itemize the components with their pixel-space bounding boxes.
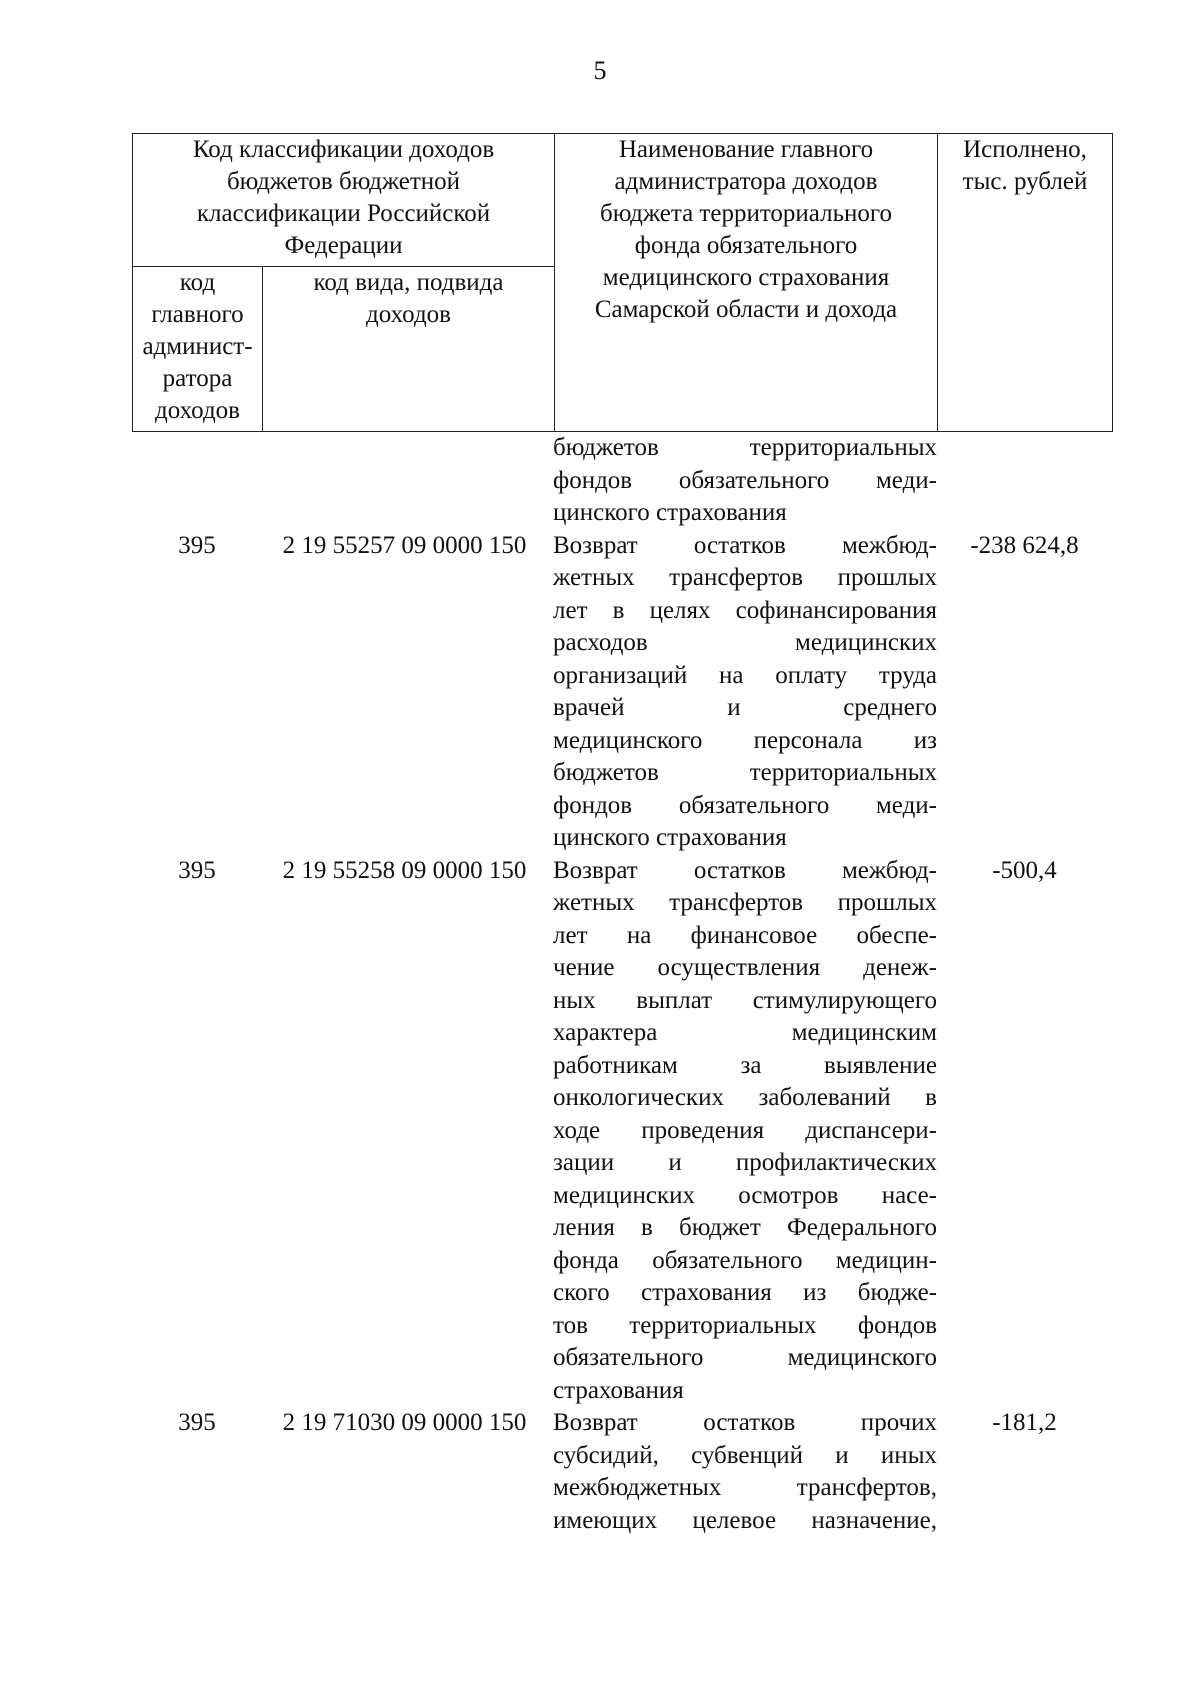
name-line: цинского страхования — [553, 824, 787, 851]
name-line: бюджетов территориальных — [553, 434, 937, 461]
header-admin-code-line: код — [179, 269, 216, 296]
income-name-cell — [547, 855, 937, 1408]
name-line: межбюджетных трансфертов, — [553, 1474, 937, 1501]
name-line: медицинских осмотров насе- — [553, 1181, 937, 1209]
header-type-code-line: код вида, подвида — [313, 269, 504, 296]
name-line: фондов обязательного меди- — [553, 791, 937, 819]
type-code-cell: 2 19 71030 09 0000 150 — [282, 1409, 527, 1436]
header-group-line: классификации Российской — [196, 200, 491, 227]
name-line: чение осуществления денеж- — [553, 954, 937, 981]
header-admin-code-line: ратора — [162, 365, 233, 392]
name-line: работникам за выявление — [553, 1051, 937, 1079]
admin-code-cell — [132, 432, 262, 530]
table-row — [132, 432, 1112, 530]
type-code-cell: 2 19 55257 09 0000 150 — [282, 531, 527, 559]
name-line: ходе проведения диспансери- — [553, 1116, 937, 1144]
name-line: Возврат остатков межбюд- — [553, 531, 937, 559]
amount-cell: -181,2 — [992, 1409, 1057, 1436]
amount-cell — [937, 432, 1112, 530]
name-line: медицинского персонала из — [553, 726, 937, 754]
header-admin-code-line: доходов — [155, 397, 240, 424]
header-type-code-line: доходов — [366, 301, 451, 328]
header-type-code — [263, 267, 555, 432]
name-line: имеющих целевое назначение, — [553, 1506, 937, 1534]
table-row — [132, 855, 1112, 1408]
amount-cell: -500,4 — [992, 856, 1057, 884]
name-line: Возврат остатков межбюд- — [553, 856, 937, 884]
name-line: онкологических заболеваний в — [553, 1084, 937, 1111]
name-line: бюджетов территориальных — [553, 759, 937, 786]
name-line: расходов медицинских — [553, 629, 937, 656]
income-name-cell — [547, 1407, 937, 1537]
page-number: 5 — [593, 56, 607, 85]
header-name-line: бюджета территориального — [599, 200, 893, 227]
name-line: лет на финансовое обеспе- — [553, 921, 937, 949]
header-group-line: бюджетов бюджетной — [226, 168, 461, 195]
header-group-line: Федерации — [284, 232, 403, 259]
name-line: ления в бюджет Федерального — [553, 1214, 937, 1241]
name-line: врачей и среднего — [553, 694, 937, 721]
name-line: страхования — [553, 1376, 684, 1404]
header-name-line: Самарской области и дохода — [594, 296, 898, 323]
name-line: зации и профилактических — [553, 1149, 937, 1176]
income-name-cell — [547, 530, 937, 855]
type-code-cell: 2 19 55258 09 0000 150 — [282, 856, 527, 884]
name-line: субсидий, субвенций и иных — [553, 1441, 937, 1469]
name-line: фонда обязательного медицин- — [553, 1246, 937, 1274]
name-line: цинского страхования — [553, 499, 787, 526]
header-administrator-name — [555, 134, 938, 432]
table-row — [132, 530, 1112, 855]
header-name-line: администратора доходов — [614, 168, 878, 195]
header-executed — [938, 134, 1113, 432]
name-line: жетных трансфертов прошлых — [553, 889, 937, 916]
name-line: жетных трансфертов прошлых — [553, 564, 937, 591]
table-row — [132, 1407, 1112, 1537]
name-line: организаций на оплату труда — [553, 661, 937, 689]
admin-code-cell: 395 — [178, 531, 216, 559]
name-line: Возврат остатков прочих — [553, 1409, 937, 1436]
header-name-line: фонда обязательного — [634, 232, 858, 259]
table-body — [132, 432, 1112, 1537]
header-group-line: Код классификации доходов — [192, 136, 495, 163]
header-classification-code-group — [133, 134, 555, 267]
admin-code-cell: 395 — [178, 1409, 216, 1436]
name-line: тов территориальных фондов — [553, 1311, 937, 1339]
amount-cell: -238 624,8 — [970, 531, 1079, 559]
header-admin-code-line: главного — [151, 301, 244, 328]
name-line: характера медицинским — [553, 1019, 937, 1046]
admin-code-cell: 395 — [178, 856, 216, 884]
name-line: лет в целях софинансирования — [553, 596, 937, 624]
header-admin-code-line: админист- — [142, 333, 253, 360]
type-code-cell — [262, 432, 547, 530]
header-executed-line: Исполнено, — [963, 136, 1087, 163]
name-line: ского страхования из бюдже- — [553, 1279, 937, 1306]
header-executed-line: тыс. рублей — [962, 168, 1088, 195]
income-name-cell — [547, 432, 937, 530]
table-header — [132, 133, 1113, 432]
name-line: фондов обязательного меди- — [553, 466, 937, 494]
name-line: ных выплат стимулирующего — [553, 986, 937, 1014]
name-line: обязательного медицинского — [553, 1344, 937, 1371]
header-name-line: Наименование главного — [618, 136, 874, 163]
header-name-line: медицинского страхования — [602, 264, 890, 291]
header-admin-code — [133, 267, 263, 432]
